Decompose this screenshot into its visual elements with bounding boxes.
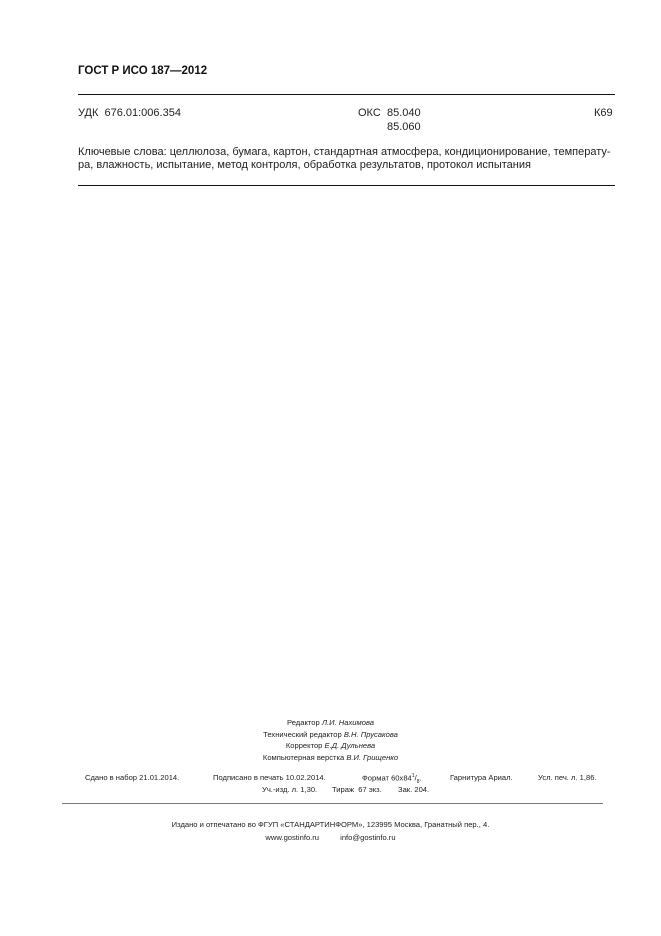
keywords-block — [78, 146, 615, 172]
email-link[interactable]: info@gostinfo.ru — [340, 833, 396, 842]
udk-label: УДК — [78, 107, 99, 119]
order-number: Зак. 204. — [398, 785, 430, 794]
edition-sheets: Уч.-изд. л. 1,30. — [262, 785, 318, 794]
oks-value-2: 85.060 — [387, 121, 421, 133]
signed-date: Подписано в печать 10.02.2014. — [213, 773, 326, 782]
keywords-line-1: Ключевые слова: целлюлоза, бумага, картон, стандартная атмосфера, кондиционирование, температу- — [78, 146, 611, 158]
credits-block — [0, 717, 661, 763]
credit-proofreader: Корректор Е.Д. Дульнева — [285, 741, 376, 750]
publisher-info: Издано и отпечатано во ФГУП «СТАНДАРТИНФОРМ», 123995 Москва, Гранатный пер., 4. — [171, 820, 490, 829]
udk-value: 676.01:006.354 — [104, 107, 181, 119]
keywords-label: Ключевые слова: — [78, 146, 167, 158]
contact-line — [0, 831, 661, 844]
footer-divider — [62, 803, 603, 804]
credit-editor: Редактор Л.И. Нахимова — [287, 718, 374, 727]
credit-technical-editor: Технический редактор В.Н. Прусакова — [263, 729, 398, 739]
classification-code: К69 — [594, 107, 613, 119]
keywords-line-2: ра, влажность, испытание, метод контроля, обработка результатов, протокол испытания — [78, 159, 531, 171]
typeface: Гарнитура Ариал. — [450, 773, 513, 782]
publisher-footer — [0, 818, 661, 844]
credit-layout: Компьютерная верстка В.И. Грищенко — [262, 752, 399, 762]
document-title: ГОСТ Р ИСО 187—2012 — [78, 65, 208, 77]
print-sheets: Усл. печ. л. 1,86. — [538, 773, 597, 782]
circulation: Тираж 67 экз. — [332, 785, 382, 794]
submitted-date: Сдано в набор 21.01.2014. — [85, 773, 180, 782]
keywords-divider — [78, 185, 615, 186]
udk-block — [78, 107, 181, 119]
top-divider — [78, 94, 615, 95]
oks-value-1: 85.040 — [387, 107, 421, 119]
website-link[interactable]: www.gostinfo.ru — [265, 833, 320, 842]
oks-label: ОКС — [358, 107, 381, 119]
format: Формат $60х84^1/_8$. — [362, 773, 422, 786]
